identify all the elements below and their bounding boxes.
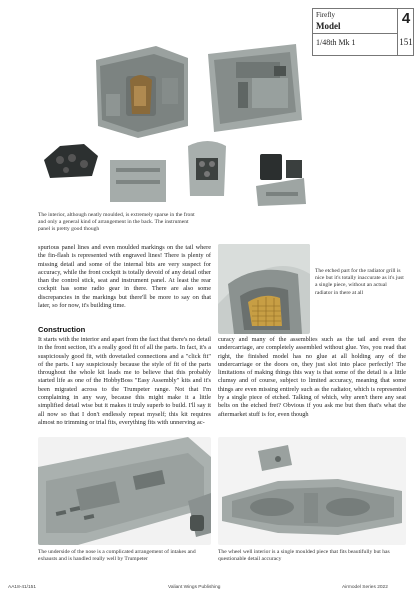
header-divider bbox=[313, 33, 397, 34]
paragraph-construction-continued: curacy and many of the assemblies such as the tail and even the undercarriage, are completely assembled without glue. Yes, you read that right, the finished model has no glue at all holding any of the undercarriage or the doors on, they just slot into place perfectly! The limitations of making things this way is that some of the detail is a little clumsy and of course, subject to limited accuracy, meaning that some things are even missing entirely such as the radiator, which is represented by a single piece of etched. Talking of which, why aren't there any seat belts on the etched fret? Obvious if you ask me but then that's what the aftermarket stuff is for, even though bbox=[218, 336, 406, 418]
caption-nose: The underside of the nose is a complicated arrangement of intakes and exhausts and is handled really well by Trumpeter bbox=[38, 549, 196, 563]
paragraph-intro: spurious panel lines and even moulded markings on the tail where the fin-flash is represented with engraved lines! There is plenty of missing detail and some of the internal bits are very suspect for accuracy, while the front cockpit is totally devoid of any detail other than the control stick, seat and instrument panel. At least the rear cockpit has some radio gear in there. There are also some discrepancies in the markings but there'll be more to say on that later, so for now, it's building time. bbox=[38, 244, 211, 310]
radiator-etch-photo bbox=[218, 244, 310, 334]
footer-series: Airmodel Series 2022 bbox=[342, 585, 388, 590]
nose-underside-photo bbox=[38, 437, 211, 545]
section-heading-construction: Construction bbox=[38, 325, 86, 334]
header-vertical-divider bbox=[397, 9, 398, 55]
page-number: 151 bbox=[399, 37, 413, 47]
topic-label: Model bbox=[316, 21, 341, 31]
wheel-well-photo bbox=[218, 437, 406, 545]
subject-label: 1/48th Mk 1 bbox=[316, 38, 356, 47]
chapter-header bbox=[312, 8, 414, 56]
chapter-number: 4 bbox=[401, 10, 411, 27]
series-label: Firefly bbox=[316, 11, 336, 19]
paragraph-construction: It starts with the interior and apart from the fact that there's no detail in the front section, it's a really good fit of all the parts. In fact, it's a suspiciously good fit, with dovetailed connections and a "click fit" of the parts. I say suspiciously because the style of fit of the parts throughout the whole kit leads me to believe that this probably started life as one of the HobbyBoss "Easy Assembly" kits and it's been migrated across to the Trumpeter range. Not that I'm complaining in any way, because this might make it a little simplified detail wise but it makes it truly superb to build. I'll say it all now so that I don't endlessly repeat myself; this kit requires almost no trimming or trial fits, everything fits with unnerving ac- bbox=[38, 336, 211, 426]
caption-top: The interior, although neatly moulded, is extremely sparse in the front and only a general kind of arrangement in the back. The instrument panel is pretty good though bbox=[38, 212, 195, 233]
footer-reference: AA18-41/151 bbox=[8, 585, 37, 590]
cockpit-parts-photo bbox=[38, 8, 308, 208]
footer-publisher: Valiant Wings Publishing bbox=[168, 585, 221, 590]
caption-wheel-well: The wheel well interior is a single moulded piece that fits beautifully but has questionable detail accuracy bbox=[218, 549, 390, 563]
caption-radiator: The etched part for the radiator grill is nice but it's totally inaccurate as it's just a single piece, without an actual radiator in there at all bbox=[315, 268, 404, 296]
